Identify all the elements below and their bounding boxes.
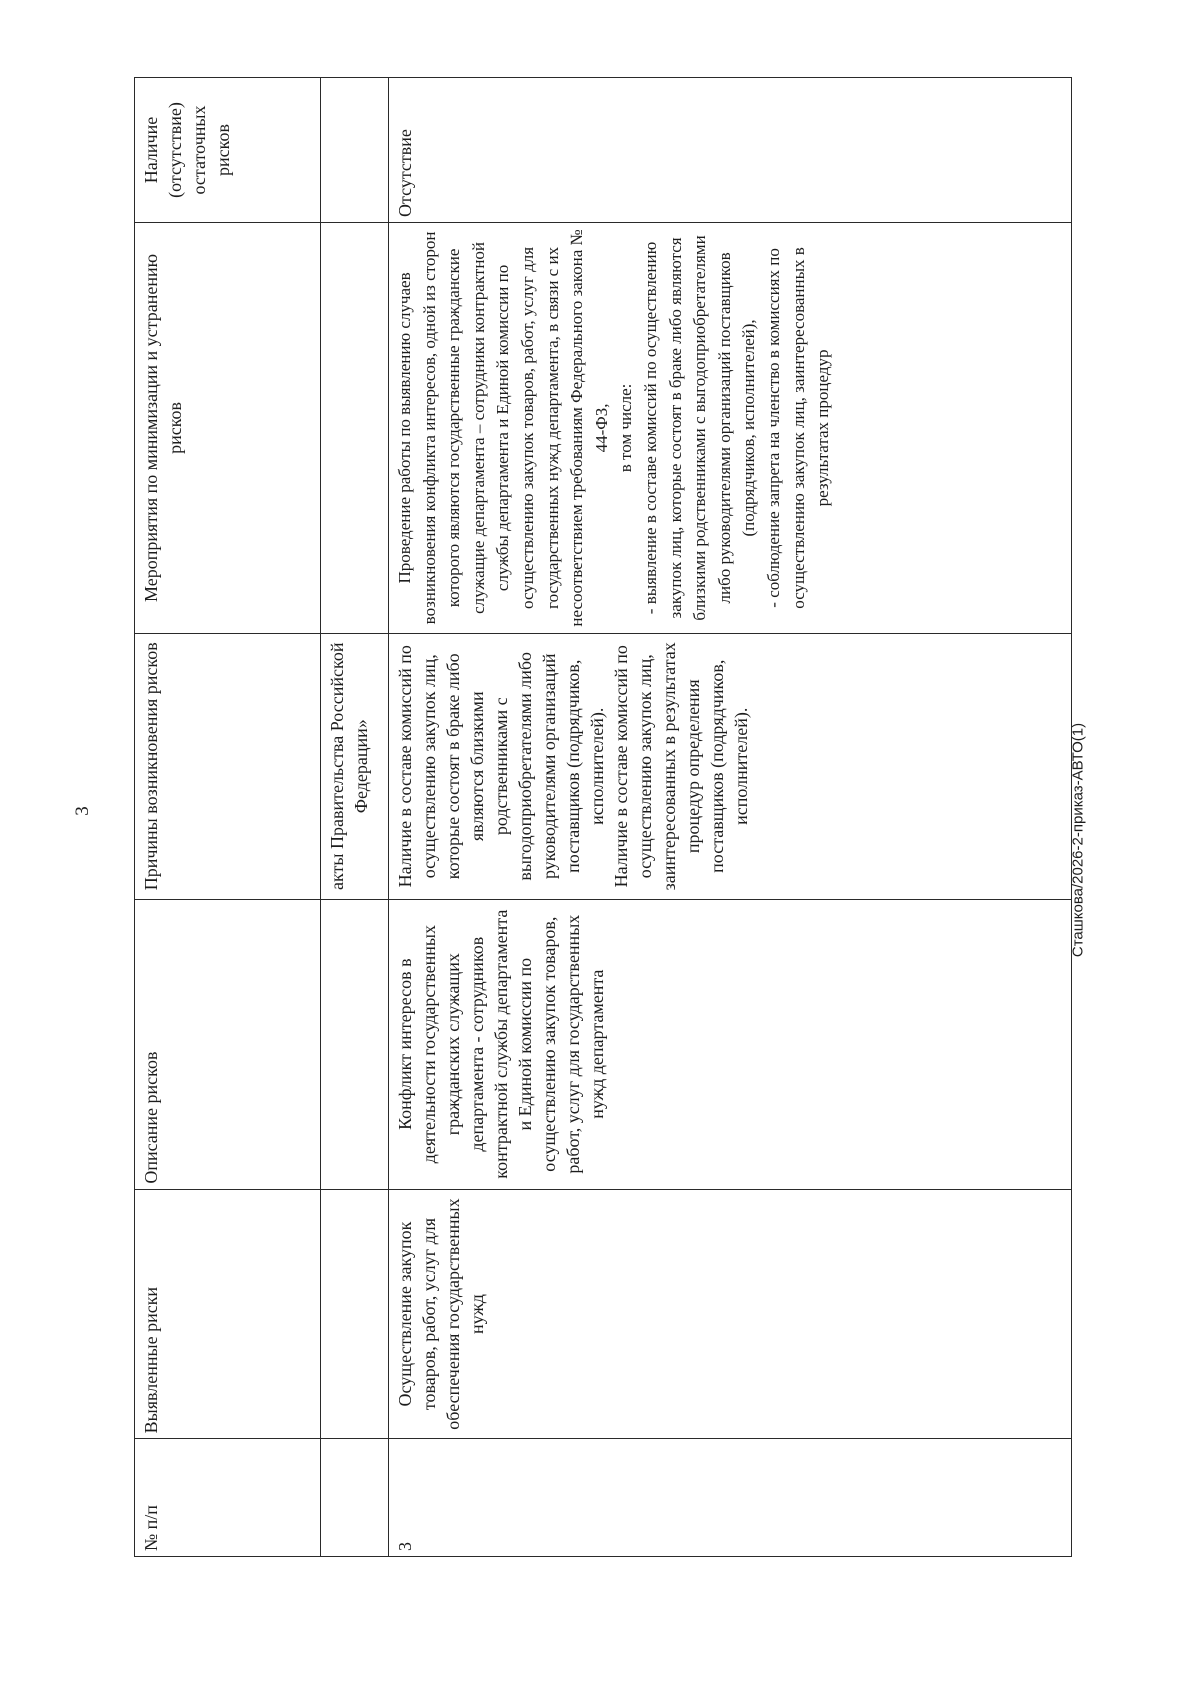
header-row [135, 78, 321, 1557]
cont-residual [321, 78, 389, 223]
header-residual: Наличие (отсутствие) остаточных рисков [135, 78, 321, 223]
header-measures: Мероприятия по минимизации и устранению рисков [135, 223, 321, 634]
risk-table-wrapper [134, 77, 1072, 1557]
header-causes: Причины возникновения рисков [135, 633, 321, 899]
row-num: 3 [389, 1439, 1072, 1557]
measures-item-1: - выявление в составе комиссий по осуществлению закупок лиц, которые состоят в браке либо являются близкими родственниками с выгодоприобретателями либо руководителями организаций поставщиков (подрядчиков, исполнителей), [640, 235, 759, 621]
cont-risks [321, 1189, 389, 1439]
table-row [389, 78, 1072, 1557]
continuation-row [321, 78, 389, 1557]
row-causes [389, 633, 1072, 899]
cont-num [321, 1439, 389, 1557]
risk-table [134, 77, 1072, 1557]
footer-doc-id: Сташкова/2026-2-приказ-АВТО(1) [1069, 722, 1087, 958]
row-description: Конфликт интересов в деятельности государственных гражданских служащих департамента - сотрудников контрактной службы департамента и Единой комиссии по осуществлению закупок товаров, работ, услуг для государственных нужд департамента [389, 899, 1072, 1189]
header-description: Описание рисков [135, 899, 321, 1189]
measures-item-2: - соблюдение запрета на членство в комиссиях по осуществлению закупок лиц, заинтересованных в результатах процедур [763, 247, 833, 609]
row-residual: Отсутствие [389, 78, 1072, 223]
cont-causes: акты Правительства Российской Федерации» [321, 633, 389, 899]
page-number: 3 [72, 806, 93, 816]
measures-intro: Проведение работы по выявлению случаев возникновения конфликта интересов, одной из сторон которого являются государственные гражданские служащие департамента – сотрудники контрактной службы департамента и Единой комиссии по осуществлению закупок товаров, работ, услуг для государственных нужд департамента, в связи с их несоответствием требованиям Федерального закона № 44-ФЗ, [395, 229, 611, 627]
header-risks: Выявленные риски [135, 1189, 321, 1439]
row-measures [389, 223, 1072, 634]
causes-item-1: Наличие в составе комиссий по осуществлению закупок лиц, которые состоят в браке либо являются близкими родственниками с выгодоприобретателями либо руководителями организаций поставщиков (подрядчиков, исполнителей). [395, 645, 607, 888]
cont-measures [321, 223, 389, 634]
causes-item-2: Наличие в составе комиссий по осуществлению закупок лиц, заинтересованных в результатах процедур определения поставщиков (подрядчиков, исполнителей). [611, 642, 751, 891]
header-num: № п/п [135, 1439, 321, 1557]
cont-description [321, 899, 389, 1189]
measures-incl: в том числе: [616, 383, 636, 473]
row-risks: Осуществление закупок товаров, работ, услуг для обеспечения государственных нужд [389, 1189, 1072, 1439]
